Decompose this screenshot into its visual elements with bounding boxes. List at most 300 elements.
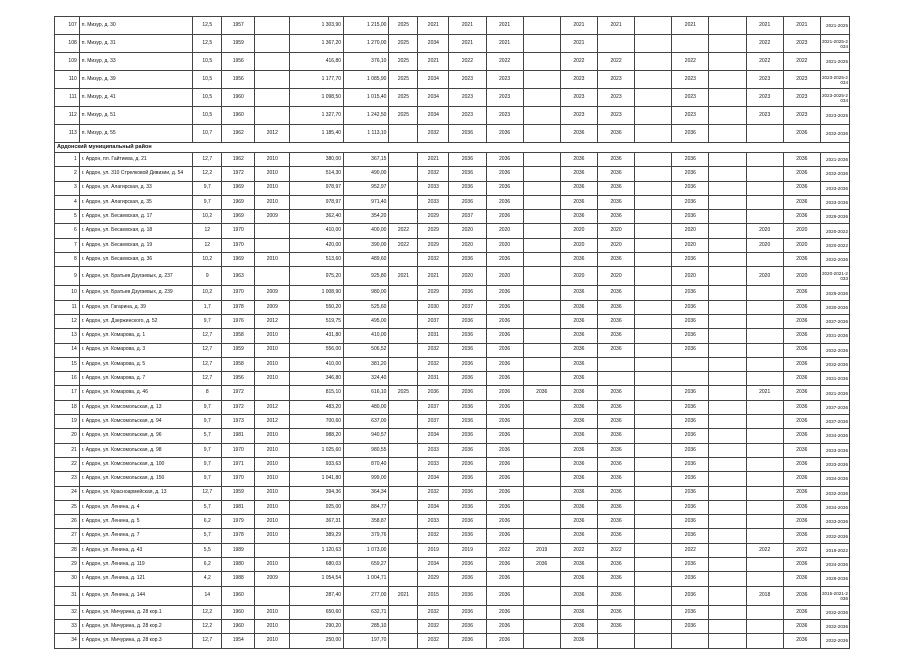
cell-plan-year-9: 2036: [672, 300, 709, 314]
cell-plan-year-11: 2022: [746, 53, 783, 71]
cell-plan-year-8: [635, 300, 672, 314]
cell-plan-year-12: 2036: [783, 486, 820, 500]
cell-plan-year-5: [523, 300, 560, 314]
cell-plan-year-6: 2036: [560, 286, 597, 300]
cell-plan-year-10: [709, 314, 746, 328]
cell-built-year: 1969: [222, 210, 255, 224]
cell-plan-year-12: 2036: [783, 125, 820, 143]
cell-built-year: 1970: [222, 286, 255, 300]
cell-total-area: 1 185,40: [290, 125, 344, 143]
cell-plan-year-2: 2032: [418, 167, 449, 181]
table-row: [55, 224, 850, 238]
cell-plan-year-6: 2036: [560, 125, 597, 143]
cell-plan-year-8: [635, 153, 672, 167]
cell-plan-year-12: 2036: [783, 372, 820, 386]
cell-plan-year-1: [389, 400, 418, 414]
cell-period: 2033-2036: [820, 195, 849, 209]
table-row: [55, 167, 850, 181]
cell-row-number: 11: [55, 300, 80, 314]
cell-plan-year-6: 2036: [560, 472, 597, 486]
cell-plan-year-2: 2032: [418, 619, 449, 633]
cell-plan-year-12: 2036: [783, 472, 820, 486]
cell-living-area: 1 113,10: [344, 125, 389, 143]
cell-plan-year-6: 2036: [560, 572, 597, 586]
cell-plan-year-1: [389, 619, 418, 633]
cell-built-year: 1969: [222, 253, 255, 267]
cell-plan-year-11: 2023: [746, 89, 783, 107]
cell-plan-year-3: 2036: [449, 619, 486, 633]
cell-plan-year-3: 2036: [449, 457, 486, 471]
cell-built-year: 1958: [222, 329, 255, 343]
cell-plan-year-11: 2021: [746, 386, 783, 400]
cell-last-repair-year: [255, 107, 290, 125]
cell-plan-year-8: [635, 195, 672, 209]
cell-row-number: 16: [55, 372, 80, 386]
cell-plan-year-7: 2036: [597, 286, 634, 300]
cell-plan-year-9: 2036: [672, 314, 709, 328]
cell-plan-year-1: 2025: [389, 386, 418, 400]
cell-built-year: 1959: [222, 35, 255, 53]
cell-plan-year-7: 2036: [597, 343, 634, 357]
cell-plan-year-5: [523, 343, 560, 357]
cell-plan-year-11: [746, 619, 783, 633]
cell-plan-year-9: 2022: [672, 53, 709, 71]
cell-plan-year-2: 2029: [418, 238, 449, 252]
cell-plan-year-11: [746, 329, 783, 343]
cell-plan-year-6: 2036: [560, 457, 597, 471]
table-row: [55, 238, 850, 252]
cell-row-number: 12: [55, 314, 80, 328]
cell-plan-year-2: 2037: [418, 415, 449, 429]
cell-wear-percent: 12,2: [193, 605, 222, 619]
cell-plan-year-1: 2025: [389, 35, 418, 53]
cell-plan-year-12: 2036: [783, 586, 820, 605]
cell-plan-year-12: 2036: [783, 634, 820, 648]
cell-plan-year-5: [523, 605, 560, 619]
cell-plan-year-2: 2015: [418, 586, 449, 605]
cell-wear-percent: 12,5: [193, 35, 222, 53]
cell-period: 2021-2036: [820, 386, 849, 400]
cell-living-area: 285,10: [344, 619, 389, 633]
cell-plan-year-10: [709, 515, 746, 529]
cell-plan-year-7: 2022: [597, 543, 634, 557]
cell-period: 2032-2036: [820, 167, 849, 181]
cell-wear-percent: 10,5: [193, 71, 222, 89]
cell-plan-year-10: [709, 343, 746, 357]
cell-row-number: 19: [55, 415, 80, 429]
cell-plan-year-5: [523, 167, 560, 181]
cell-last-repair-year: [255, 35, 290, 53]
cell-plan-year-7: 2036: [597, 572, 634, 586]
cell-plan-year-2: 2036: [418, 386, 449, 400]
cell-plan-year-7: 2036: [597, 619, 634, 633]
cell-plan-year-4: 2036: [486, 457, 523, 471]
cell-wear-percent: 12,7: [193, 372, 222, 386]
capital-repair-schedule-table: [54, 16, 850, 649]
cell-row-number: 3: [55, 181, 80, 195]
cell-plan-year-3: 2036: [449, 486, 486, 500]
cell-plan-year-1: [389, 486, 418, 500]
cell-plan-year-10: [709, 529, 746, 543]
cell-period: 2029-2036: [820, 210, 849, 224]
cell-plan-year-1: [389, 343, 418, 357]
cell-row-number: 4: [55, 195, 80, 209]
cell-period: 2032-2036: [820, 529, 849, 543]
cell-plan-year-7: 2023: [597, 71, 634, 89]
cell-plan-year-9: 2036: [672, 386, 709, 400]
cell-plan-year-1: 2021: [389, 267, 418, 286]
cell-plan-year-7: 2036: [597, 586, 634, 605]
cell-plan-year-6: 2023: [560, 107, 597, 125]
cell-plan-year-10: [709, 107, 746, 125]
cell-plan-year-3: 2023: [449, 107, 486, 125]
cell-plan-year-6: 2036: [560, 429, 597, 443]
cell-plan-year-11: [746, 167, 783, 181]
cell-address: г. Ардон, ул. Мичурина, д. 28 кор.2: [79, 619, 193, 633]
cell-plan-year-7: 2036: [597, 386, 634, 400]
cell-address: г. Ардон, ул. Комсомольская, д. 100: [79, 457, 193, 471]
cell-built-year: 1972: [222, 400, 255, 414]
table-row: [55, 153, 850, 167]
cell-plan-year-11: 2021: [746, 17, 783, 35]
cell-plan-year-1: [389, 415, 418, 429]
cell-period: 2034-2036: [820, 472, 849, 486]
cell-built-year: 1960: [222, 605, 255, 619]
cell-row-number: 27: [55, 529, 80, 543]
cell-wear-percent: 9,7: [193, 195, 222, 209]
table-row: [55, 71, 850, 89]
cell-plan-year-5: [523, 329, 560, 343]
cell-address: г. Ардон, ул. Ленина, д. 144: [79, 586, 193, 605]
cell-plan-year-7: [597, 372, 634, 386]
cell-plan-year-3: 2021: [449, 17, 486, 35]
cell-plan-year-7: 2036: [597, 329, 634, 343]
cell-plan-year-4: 2036: [486, 210, 523, 224]
cell-plan-year-12: 2036: [783, 286, 820, 300]
cell-period: 2029-2036: [820, 286, 849, 300]
table-row: [55, 558, 850, 572]
cell-plan-year-9: [672, 634, 709, 648]
cell-last-repair-year: 2010: [255, 181, 290, 195]
cell-plan-year-7: 2036: [597, 605, 634, 619]
cell-plan-year-7: 2036: [597, 400, 634, 414]
cell-plan-year-7: 2023: [597, 107, 634, 125]
cell-wear-percent: 5,5: [193, 543, 222, 557]
cell-period: 2023-2025: [820, 107, 849, 125]
cell-wear-percent: 10,5: [193, 107, 222, 125]
cell-living-area: 324,40: [344, 372, 389, 386]
cell-living-area: 1 215,00: [344, 17, 389, 35]
cell-built-year: 1970: [222, 443, 255, 457]
cell-plan-year-3: 2023: [449, 89, 486, 107]
cell-plan-year-5: [523, 572, 560, 586]
cell-living-area: 410,00: [344, 329, 389, 343]
cell-plan-year-3: 2036: [449, 634, 486, 648]
cell-plan-year-10: [709, 153, 746, 167]
cell-address: г. Ардон, ул. Мичурина, д. 28 кор.3: [79, 634, 193, 648]
cell-plan-year-3: 2036: [449, 529, 486, 543]
cell-plan-year-12: 2036: [783, 443, 820, 457]
cell-total-area: 483,20: [290, 400, 344, 414]
cell-last-repair-year: [255, 238, 290, 252]
cell-plan-year-11: [746, 605, 783, 619]
cell-plan-year-8: [635, 457, 672, 471]
table-row: [55, 314, 850, 328]
cell-plan-year-9: 2036: [672, 429, 709, 443]
cell-wear-percent: 12,7: [193, 634, 222, 648]
cell-plan-year-10: [709, 167, 746, 181]
cell-plan-year-6: 2036: [560, 329, 597, 343]
cell-plan-year-10: [709, 357, 746, 371]
cell-plan-year-9: 2036: [672, 400, 709, 414]
cell-last-repair-year: 2009: [255, 210, 290, 224]
cell-living-area: 381,20: [344, 357, 389, 371]
cell-built-year: 1960: [222, 586, 255, 605]
cell-row-number: 15: [55, 357, 80, 371]
cell-living-area: 1 242,50: [344, 107, 389, 125]
cell-address: г. Ардон, ул. Ленина, д. 121: [79, 572, 193, 586]
cell-total-area: 1 098,50: [290, 89, 344, 107]
cell-plan-year-2: 2032: [418, 605, 449, 619]
cell-plan-year-7: 2023: [597, 89, 634, 107]
cell-plan-year-7: 2036: [597, 181, 634, 195]
cell-plan-year-11: [746, 529, 783, 543]
cell-plan-year-12: 2036: [783, 558, 820, 572]
cell-plan-year-5: 2036: [523, 386, 560, 400]
cell-plan-year-2: 2032: [418, 357, 449, 371]
cell-total-area: 420,00: [290, 238, 344, 252]
cell-plan-year-7: 2036: [597, 195, 634, 209]
cell-plan-year-9: 2036: [672, 153, 709, 167]
cell-plan-year-4: 2036: [486, 572, 523, 586]
cell-plan-year-9: 2036: [672, 343, 709, 357]
cell-plan-year-11: [746, 500, 783, 514]
cell-plan-year-2: 2031: [418, 372, 449, 386]
cell-wear-percent: 9,7: [193, 472, 222, 486]
cell-last-repair-year: 2010: [255, 529, 290, 543]
cell-plan-year-8: [635, 167, 672, 181]
cell-address: г. Ардон, ул. Комсомольская, д. 96: [79, 429, 193, 443]
cell-plan-year-5: [523, 35, 560, 53]
cell-plan-year-4: 2036: [486, 286, 523, 300]
cell-plan-year-5: [523, 195, 560, 209]
cell-plan-year-7: 2020: [597, 267, 634, 286]
cell-period: 2031-2036: [820, 372, 849, 386]
cell-row-number: 7: [55, 238, 80, 252]
cell-plan-year-8: [635, 71, 672, 89]
cell-plan-year-9: 2036: [672, 286, 709, 300]
cell-built-year: 1962: [222, 125, 255, 143]
cell-plan-year-9: 2020: [672, 267, 709, 286]
cell-address: г. Ардон, ул. Гагарина, д. 39: [79, 300, 193, 314]
cell-total-area: 1 177,70: [290, 71, 344, 89]
cell-period: 2023-2025-2034: [820, 71, 849, 89]
cell-plan-year-5: [523, 107, 560, 125]
cell-plan-year-11: [746, 372, 783, 386]
cell-built-year: 1970: [222, 224, 255, 238]
cell-plan-year-1: 2021: [389, 586, 418, 605]
table-row: [55, 372, 850, 386]
cell-plan-year-12: 2036: [783, 619, 820, 633]
cell-plan-year-5: [523, 181, 560, 195]
cell-plan-year-11: [746, 429, 783, 443]
cell-row-number: 13: [55, 329, 80, 343]
cell-plan-year-6: 2020: [560, 224, 597, 238]
cell-wear-percent: 8: [193, 386, 222, 400]
cell-living-area: 952,97: [344, 181, 389, 195]
cell-plan-year-7: 2036: [597, 457, 634, 471]
table-row: [55, 286, 850, 300]
cell-address: г. Ардон, пл. Гайтиева, д. 21: [79, 153, 193, 167]
cell-address: г. Ардон, ул. Комарова, д. 5: [79, 357, 193, 371]
cell-plan-year-9: 2036: [672, 210, 709, 224]
cell-built-year: 1969: [222, 181, 255, 195]
table-row: [55, 357, 850, 371]
cell-row-number: 109: [55, 53, 80, 71]
cell-plan-year-4: 2023: [486, 71, 523, 89]
cell-period: 2032-2036: [820, 634, 849, 648]
table-row: [55, 634, 850, 648]
cell-plan-year-6: 2036: [560, 558, 597, 572]
cell-last-repair-year: 2010: [255, 372, 290, 386]
cell-plan-year-8: [635, 17, 672, 35]
table-row: [55, 253, 850, 267]
cell-plan-year-1: [389, 500, 418, 514]
cell-plan-year-10: [709, 443, 746, 457]
cell-plan-year-4: 2036: [486, 300, 523, 314]
cell-plan-year-11: [746, 195, 783, 209]
cell-wear-percent: 6,2: [193, 558, 222, 572]
cell-total-area: 1 025,60: [290, 443, 344, 457]
table-row: [55, 107, 850, 125]
cell-plan-year-6: 2036: [560, 210, 597, 224]
cell-plan-year-2: 2037: [418, 314, 449, 328]
table-row: [55, 195, 850, 209]
cell-period: 2033-2036: [820, 181, 849, 195]
cell-living-area: 489,60: [344, 253, 389, 267]
cell-plan-year-3: 2036: [449, 415, 486, 429]
cell-plan-year-4: 2020: [486, 267, 523, 286]
cell-address: г. Ардон, ул. Красноармейская, д. 13: [79, 486, 193, 500]
cell-total-area: 1 367,20: [290, 35, 344, 53]
cell-living-area: 400,00: [344, 224, 389, 238]
cell-plan-year-4: 2020: [486, 238, 523, 252]
cell-plan-year-2: 2033: [418, 195, 449, 209]
cell-plan-year-12: 2023: [783, 35, 820, 53]
cell-plan-year-2: 2033: [418, 181, 449, 195]
cell-period: 2021-2025: [820, 17, 849, 35]
cell-total-area: 410,00: [290, 224, 344, 238]
cell-wear-percent: 10,5: [193, 89, 222, 107]
cell-total-area: 1 008,90: [290, 286, 344, 300]
cell-plan-year-3: 2037: [449, 300, 486, 314]
cell-total-area: 1 120,63: [290, 543, 344, 557]
cell-built-year: 1979: [222, 515, 255, 529]
cell-plan-year-7: 2036: [597, 167, 634, 181]
cell-plan-year-1: [389, 210, 418, 224]
cell-address: г. Ардон, ул. Комарова, д. 7: [79, 372, 193, 386]
cell-address: г. Ардон, ул. Алагирская, д. 33: [79, 181, 193, 195]
cell-row-number: 34: [55, 634, 80, 648]
cell-wear-percent: 9,7: [193, 443, 222, 457]
cell-plan-year-7: 2036: [597, 253, 634, 267]
cell-plan-year-4: 2036: [486, 558, 523, 572]
cell-plan-year-4: 2036: [486, 500, 523, 514]
cell-built-year: 1976: [222, 314, 255, 328]
cell-total-area: 700,60: [290, 415, 344, 429]
cell-plan-year-6: 2036: [560, 586, 597, 605]
cell-plan-year-10: [709, 500, 746, 514]
cell-plan-year-2: 2034: [418, 472, 449, 486]
cell-living-area: 925,80: [344, 267, 389, 286]
cell-plan-year-3: 2036: [449, 286, 486, 300]
cell-living-area: 980,55: [344, 443, 389, 457]
cell-built-year: 1960: [222, 89, 255, 107]
cell-period: 2019-2022: [820, 543, 849, 557]
cell-living-area: 1 085,90: [344, 71, 389, 89]
cell-plan-year-1: 2025: [389, 89, 418, 107]
cell-plan-year-7: 2020: [597, 224, 634, 238]
cell-total-area: 290,20: [290, 619, 344, 633]
cell-total-area: 680,03: [290, 558, 344, 572]
cell-last-repair-year: 2010: [255, 329, 290, 343]
cell-living-area: 376,10: [344, 53, 389, 71]
cell-last-repair-year: 2010: [255, 634, 290, 648]
cell-plan-year-4: 2036: [486, 605, 523, 619]
cell-plan-year-7: 2036: [597, 558, 634, 572]
cell-plan-year-8: [635, 35, 672, 53]
table-row: [55, 89, 850, 107]
cell-plan-year-1: 2022: [389, 238, 418, 252]
cell-plan-year-4: 2022: [486, 543, 523, 557]
cell-total-area: 416,80: [290, 53, 344, 71]
cell-living-area: 1 004,71: [344, 572, 389, 586]
cell-plan-year-5: [523, 634, 560, 648]
cell-plan-year-11: [746, 300, 783, 314]
cell-living-area: 1 015,40: [344, 89, 389, 107]
cell-address: г. Ардон, ул. Бесаевская, д. 36: [79, 253, 193, 267]
cell-last-repair-year: 2012: [255, 314, 290, 328]
cell-built-year: 1958: [222, 357, 255, 371]
cell-period: 2033-2036: [820, 443, 849, 457]
cell-plan-year-4: 2036: [486, 167, 523, 181]
cell-total-area: 988,20: [290, 429, 344, 443]
cell-plan-year-10: [709, 429, 746, 443]
cell-last-repair-year: 2010: [255, 605, 290, 619]
cell-plan-year-4: 2036: [486, 153, 523, 167]
cell-plan-year-1: 2025: [389, 53, 418, 71]
cell-plan-year-1: [389, 443, 418, 457]
cell-plan-year-9: 2036: [672, 586, 709, 605]
cell-total-area: 250,00: [290, 634, 344, 648]
table-section-header: [55, 143, 850, 153]
cell-living-area: 197,70: [344, 634, 389, 648]
cell-plan-year-5: [523, 314, 560, 328]
cell-plan-year-5: [523, 286, 560, 300]
cell-plan-year-3: 2021: [449, 35, 486, 53]
cell-plan-year-3: 2037: [449, 210, 486, 224]
cell-plan-year-7: 2036: [597, 500, 634, 514]
table-row: [55, 125, 850, 143]
cell-living-area: 277,00: [344, 586, 389, 605]
cell-plan-year-5: 2019: [523, 543, 560, 557]
cell-row-number: 28: [55, 543, 80, 557]
cell-plan-year-4: 2022: [486, 53, 523, 71]
cell-total-area: 362,40: [290, 210, 344, 224]
cell-row-number: 24: [55, 486, 80, 500]
cell-plan-year-8: [635, 605, 672, 619]
cell-plan-year-9: 2036: [672, 572, 709, 586]
